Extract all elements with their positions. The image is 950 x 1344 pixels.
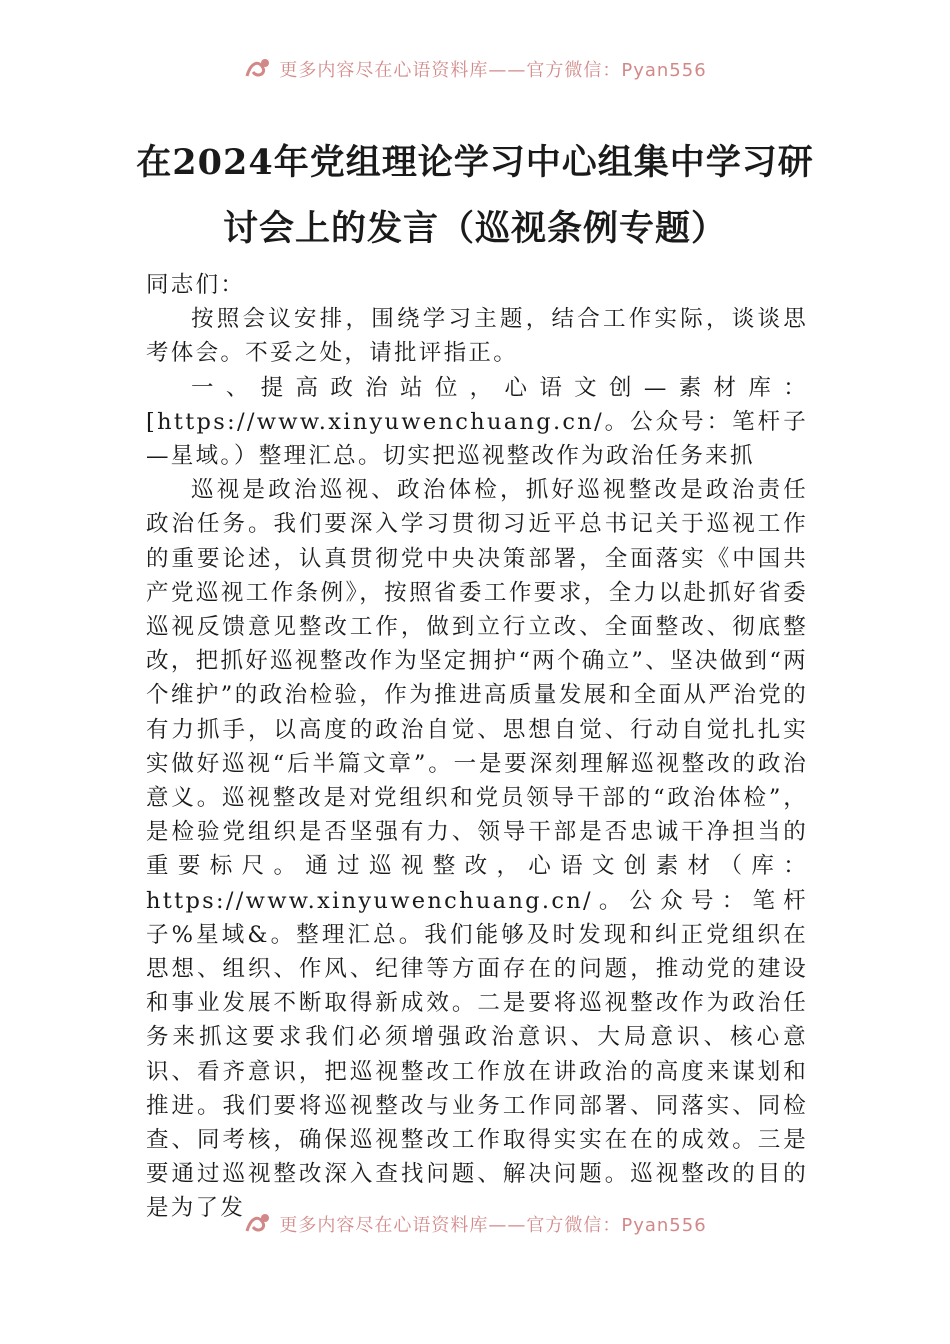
watermark-text: 更多内容尽在心语资料库——官方微信：Pyan556 xyxy=(279,60,707,81)
footer-watermark xyxy=(0,1207,950,1241)
title-line-1: 在2024年党组理论学习中心组集中学习研 xyxy=(136,142,814,183)
brand-logo-icon xyxy=(243,1211,273,1237)
salutation: 同志们： xyxy=(146,272,246,298)
document-title xyxy=(120,130,830,262)
section-heading: 一、提高政治站位，心语文创—素材库：[https://www.xinyuwenchuang.cn/。公众号：笔杆子—星域。）整理汇总。切实把巡视整改作为政治任务来抓 xyxy=(146,374,808,470)
header-watermark xyxy=(0,52,950,86)
document-body xyxy=(146,268,808,1226)
brand-logo-icon xyxy=(243,56,273,82)
title-line-2: 讨会上的发言（巡视条例专题） xyxy=(222,208,727,249)
body-paragraph: 按照会议安排，围绕学习主题，结合工作实际，谈谈思考体会。不妥之处，请批评指正。 xyxy=(146,306,808,367)
watermark-text: 更多内容尽在心语资料库——官方微信：Pyan556 xyxy=(279,1215,707,1236)
body-paragraph: 巡视是政治巡视、政治体检，抓好巡视整改是政治责任政治任务。我们要深入学习贯彻习近平总书记关于巡视工作的重要论述，认真贯彻党中央决策部署，全面落实《中国共产党巡视工作条例》，按照省委工作要求，全力以赴抓好省委巡视反馈意见整改工作，做到立行立改、全面整改、彻底整改，把抓好巡视整改作为坚定拥护“两个确立”、坚决做到“两个维护”的政治检验，作为推进高质量发展和全面从严治党的有力抓手，以高度的政治自觉、思想自觉、行动自觉扎扎实实做好巡视“后半篇文章”。一是要深刻理解巡视整改的政治意义。巡视整改是对党组织和党员领导干部的“政治体检”，是检验党组织是否坚强有力、领导干部是否忠诚干净担当的重要标尺。通过巡视整改，心语文创素材（库：https://www.xinyuwenchuang.cn/。公众号：笔杆子%星域&。整理汇总。我们能够及时发现和纠正党组织在思想、组织、作风、纪律等方面存在的问题，推动党的建设和事业发展不断取得新成效。二是要将巡视整改作为政治任务来抓这要求我们必须增强政治意识、大局意识、核心意识、看齐意识，把巡视整改工作放在讲政治的高度来谋划和推进。我们要将巡视整改与业务工作同部署、同落实、同检查、同考核，确保巡视整改工作取得实实在在的成效。三是要通过巡视整改深入查找问题、解决问题。巡视整改的目的是为了发 xyxy=(146,477,808,1222)
